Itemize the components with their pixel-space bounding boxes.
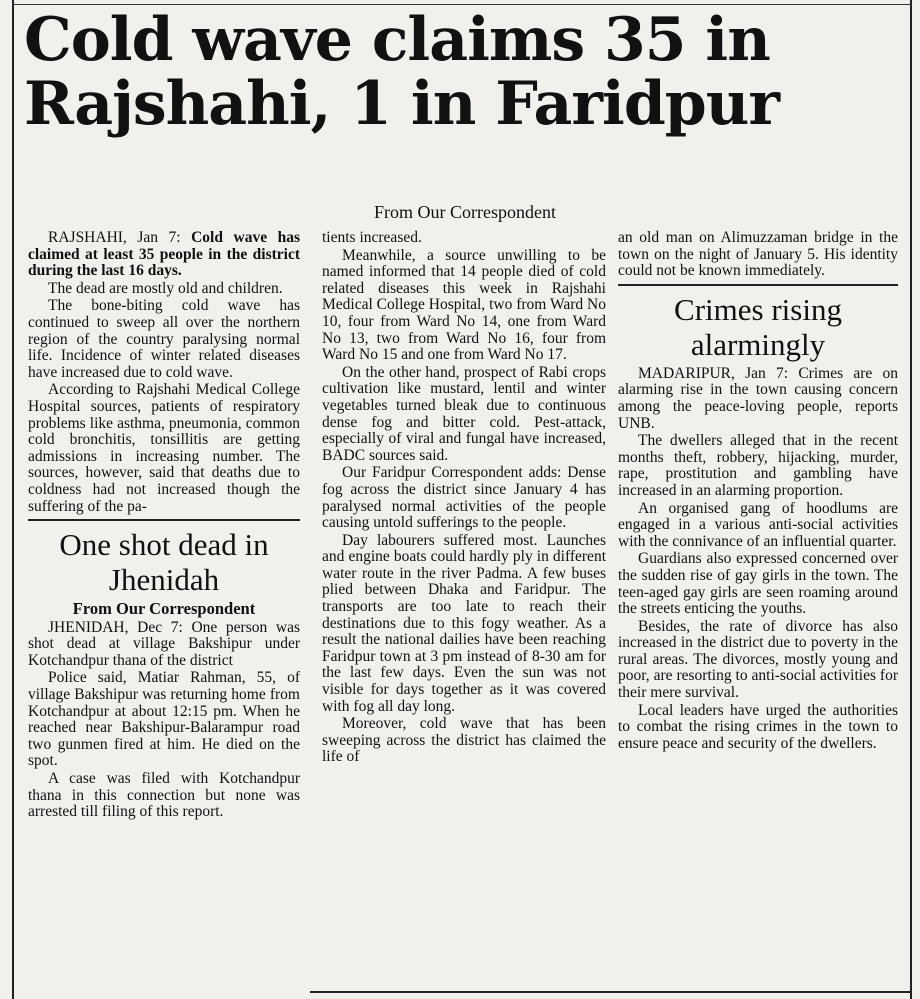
story2-headline: One shot dead in Jhenidah — [59, 527, 269, 598]
story3-para-2: The dwellers alleged that in the recent months theft, robbery, hijacking, murder, rape, prostitution and gambling have increased in an alarming proportion. — [618, 432, 898, 499]
column-1 — [28, 230, 300, 821]
story3-para-3: An organised gang of hoodlums are engaged in a various anti-social activities with the connivance of an influential quarter. — [618, 499, 898, 550]
story3-para-5: Besides, the rate of divorce has also increased in the district due to poverty in the rural areas. The divorces, mostly young and poor, are resorting to anti-social activities for their mere survival. — [618, 617, 898, 702]
story2-rule — [28, 519, 300, 521]
story1-para-1 — [28, 230, 300, 280]
story1-col3-para-1: an old man on Alimuzzaman bridge in the town on the night of January 5. His identity could not be known immediately. — [618, 229, 898, 280]
story3-para-6: Local leaders have urged the authorities to combat the rising crimes in the town to ensure peace and security of the dwellers. — [618, 701, 898, 752]
story3-lead: Crimes are on alarming rise in the town causing concern among the peace-loving people, reports UNB. — [618, 364, 899, 432]
story2-byline: From Our Correspondent — [72, 599, 256, 619]
story2-para-1: JHENIDAH, Dec 7: One person was shot dead at village Bakshipur under Kotchandpur thana of the district — [28, 618, 300, 669]
story1-para-2: The dead are mostly old and children. — [48, 279, 283, 297]
column-2 — [322, 230, 606, 766]
story1-col2-para-4: Our Faridpur Correspondent adds: Dense fog across the district since January 4 has paralysed normal activities of the people causing untold sufferings to the people. — [322, 464, 606, 532]
main-byline: From Our Correspondent — [374, 202, 556, 222]
story1-col2-para-2: Meanwhile, a source unwilling to be named informed that 14 people died of cold related diseases this week in Rajshahi Medical College Hospital, two from Ward No 10, four from Ward No 14, one from Ward No 13, two from Ward No 16, four from Ward No 15 and one from Ward No 17. — [322, 246, 606, 364]
story1-col2-para-6: Moreover, cold wave that has been sweeping across the district has claimed the life of — [322, 715, 606, 766]
story2-para-2: Police said, Matiar Rahman, 55, of village Bakshipur was returning home from Kotchandpur at about 12:15 pm. When he reached near Bakshipur-Balarampur road two gunmen fired at him. He died on the spot. — [28, 669, 300, 770]
story3-para-1 — [618, 366, 898, 432]
story3-headline: Crimes rising alarmingly — [674, 291, 842, 362]
column-frame-left — [12, 0, 14, 999]
story3-dateline: MADARIPUR, Jan 7: — [638, 364, 789, 382]
story1-col2-para-3: On the other hand, prospect of Rabi crops cultivation like mustard, lentil and winter vegetables turned bleak due to continuous dense fog and bitter cold. Pest-attack, especially of viral and fungal have increased, BADC sources said. — [322, 363, 606, 464]
story1-lead: Cold wave has claimed at least 35 people in the district during the last 16 days. — [28, 229, 300, 280]
story2-para-3: A case was filed with Kotchandpur thana in this connection but none was arrested till filing of this report. — [28, 770, 300, 821]
story3-rule — [618, 284, 898, 286]
story1-para-3: The bone-biting cold wave has continued to sweep all over the northern region of the country paralysing normal life. Incidence of winter related diseases have increased due to cold wave. — [28, 297, 300, 381]
column-frame-right — [910, 0, 912, 999]
story1-para-4: According to Rajshahi Medical College Hospital sources, patients of respiratory problems like asthma, pneumonia, common cold bronchitis, tonsillitis are getting admissions in increasing number. The sources, however, said that deaths due to coldness had not increased though the suffering of the pa- — [28, 381, 300, 515]
main-headline: Cold wave claims 35 in Rajshahi, 1 in Faridpur — [24, 5, 779, 139]
column-3 — [618, 230, 898, 752]
story1-col2-para-1: tients increased. — [322, 229, 422, 246]
story1-col2-para-5: Day labourers suffered most. Launches and engine boats could hardly ply in different water route in the river Padma. A few buses plied between Dhaka and Faridpur. The transports are too late to reach their destinations due to this fogy weather. As a result the national dailies have been reaching Faridpur town at 3 pm instead of 8-30 am for the last few days. Even the sun was not visible for days together as it was covered with fog all day long. — [322, 531, 606, 715]
story3-para-4: Guardians also expressed concerned over the sudden rise of gay girls in the town. The teen-aged gay girls are seen roaming around the streets enticing the youths. — [618, 550, 898, 618]
bottom-rule — [310, 991, 912, 993]
story1-dateline: RAJSHAHI, Jan 7: — [48, 229, 181, 246]
